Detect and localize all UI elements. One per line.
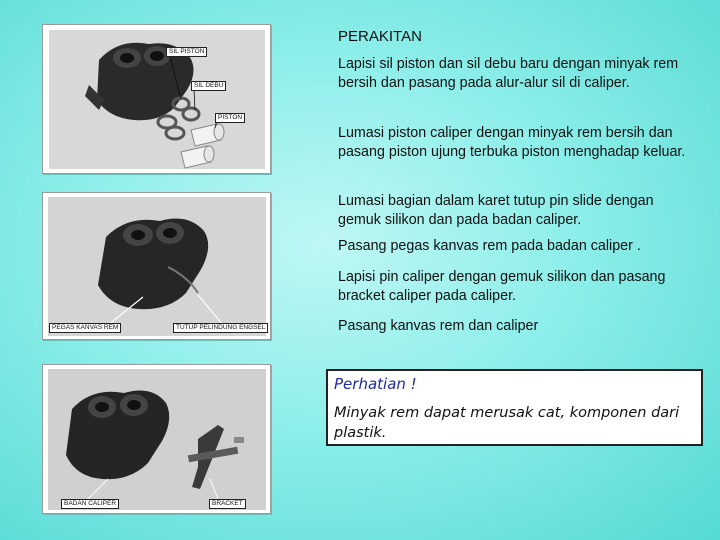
label-sil-debu: SIL DEBU [191,81,226,91]
step-6: Pasang kanvas rem dan caliper [338,318,539,334]
step-1: Lapisi sil piston dan sil debu baru dengan minyak rem bersih dan pasang pada alur-alur sil di caliper. [338,56,679,91]
caliper-spring-illustration [48,197,266,336]
caliper-seals-illustration [49,30,265,169]
label-pegas-kanvas-rem: PEGAS KANVAS REM [49,323,121,333]
step-2: Lumasi piston caliper dengan minyak rem bersih dan pasang piston ujung terbuka piston menghadap keluar. [338,125,686,160]
step-4: Pasang pegas kanvas rem pada badan caliper . [338,238,641,254]
warning-body: Minyak rem dapat merusak cat, komponen dari plastik. [334,405,680,441]
page-title: PERAKITAN [338,28,422,45]
warning-heading: Perhatian ! [334,375,417,393]
caliper-photo [49,30,265,169]
step-3: Lumasi bagian dalam karet tutup pin slide dengan gemuk silikon dan pada badan caliper. [338,193,654,228]
figure-seals-piston [42,24,271,174]
caliper-photo [48,369,266,510]
label-sil-piston: SIL PISTON [166,47,207,57]
label-bracket: BRACKET [209,499,246,509]
caliper-photo [48,197,266,336]
warning-box [326,369,703,446]
caliper-bracket-illustration [48,369,266,510]
label-tutup-pelindung-engsel: TUTUP PELINDUNG ENGSEL [173,323,268,333]
label-piston: PISTON [215,113,245,123]
figure-pad-spring [42,192,271,340]
figure-bracket [42,364,271,514]
label-badan-caliper: BADAN CALIPER [61,499,119,509]
step-5: Lapisi pin caliper dengan gemuk silikon dan pasang bracket caliper pada caliper. [338,269,666,304]
